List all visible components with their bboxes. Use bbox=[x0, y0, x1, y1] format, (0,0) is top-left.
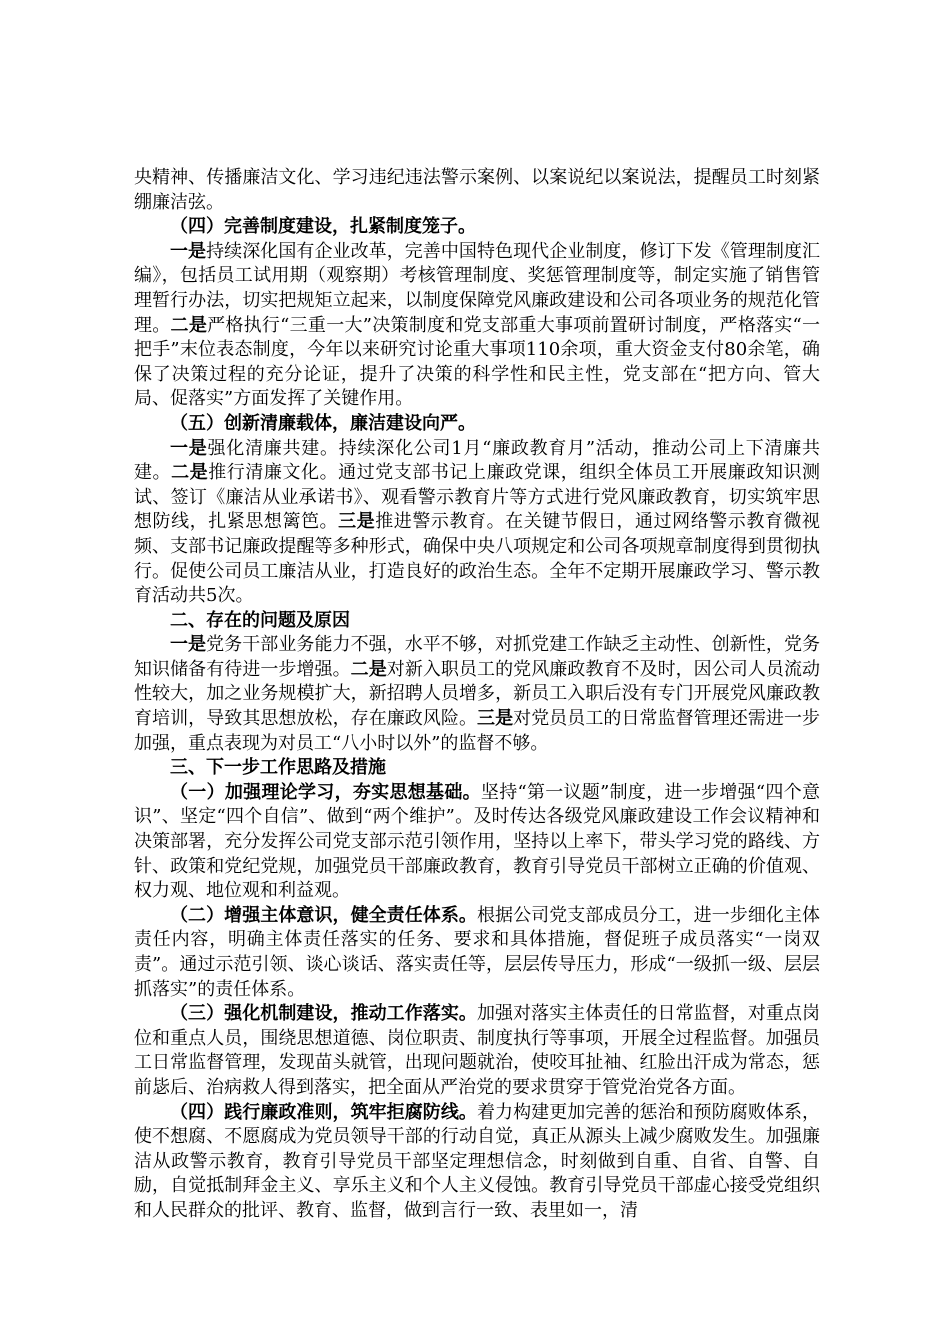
bold-run: 二是 bbox=[350, 658, 387, 680]
body-paragraph bbox=[134, 781, 820, 904]
bold-run: 一是 bbox=[170, 240, 207, 262]
text-run: 对党员员工的日常监督管理还需进一步加强，重点表现为对员工“八小时以外”的监督不够。 bbox=[134, 708, 821, 754]
bold-run: （三）强化机制建设，推动工作落实。 bbox=[170, 1003, 477, 1025]
body-paragraph bbox=[134, 240, 820, 412]
body-paragraph bbox=[134, 633, 820, 756]
bold-run: 三、下一步工作思路及措施 bbox=[170, 757, 386, 779]
text-run: 严格执行“三重一大”决策制度和党支部重大事项前置研讨制度，严格落实“一把手”末位表态制度，今年以来研究讨论重大事项110余项，重大资金支付80余笔，确保了决策过程的充分论证，提升了决策的科学性和民主性，党支部在“把方向、管大局、促落实”方面发挥了关键作用。 bbox=[134, 314, 820, 410]
bold-run: （一）加强理论学习，夯实思想基础。 bbox=[170, 781, 481, 803]
section-heading bbox=[134, 609, 820, 634]
text-run: 着力构建更加完善的惩治和预防腐败体系，使不想腐、不愿腐成为党员领导干部的行动自觉，真正从源头上减少腐败发生。加强廉洁从政警示教育，教育引导党员干部坚定理想信念，时刻做到自重、自省、自警、自励，自觉抵制拜金主义、享乐主义和个人主义侵蚀。教育引导党员干部虚心接受党组织和人民群众的批评、教育、监督，做到言行一致、表里如一，清 bbox=[134, 1101, 821, 1221]
bold-run: （四）完善制度建设，扎紧制度笼子。 bbox=[170, 216, 476, 238]
text-run: 央精神、传播廉洁文化、学习违纪违法警示案例、以案说纪以案说法，提醒员工时刻紧绷廉洁弦。 bbox=[134, 167, 820, 213]
bold-run: 二是 bbox=[170, 314, 208, 336]
text-run: 推进警示教育。在关键节假日，通过网络警示教育微视频、支部书记廉政提醒等多种形式，确保中央八项规定和公司各项规章制度得到贯彻执行。促使公司员工廉洁从业，打造良好的政治生态。全年不定期开展廉政学习、警示教育活动共5次。 bbox=[134, 511, 821, 607]
text-run: 对新入职员工的党风廉政教育不及时，因公司人员流动性较大，加之业务规模扩大，新招聘人员增多，新员工入职后没有专门开展党风廉政教育培训，导致其思想放松，存在廉政风险。 bbox=[134, 658, 821, 730]
bold-run: （二）增强主体意识，健全责任体系。 bbox=[170, 904, 477, 926]
bold-run: 三是 bbox=[477, 708, 514, 730]
text-run: 持续深化国有企业改革，完善中国特色现代企业制度，修订下发《管理制度汇编》，包括员工试用期（观察期）考核管理制度、奖惩管理制度等，制定实施了销售管理暂行办法，切实把规矩立起来，以制度保障党风廉政建设和公司各项业务的规范化管理。 bbox=[134, 240, 821, 336]
text-run: 加强对落实主体责任的日常监督，对重点岗位和重点人员，围绕思想道德、岗位职责、制度执行等事项，开展全过程监督。加强员工日常监督管理，发现苗头就管，出现问题就治，使咬耳扯袖、红脸出汗成为常态，惩前毖后、治病救人得到落实，把全面从严治党的要求贯穿于管党治党各方面。 bbox=[134, 1003, 821, 1098]
section-heading bbox=[134, 412, 820, 437]
bold-run: （五）创新清廉载体，廉洁建设向严。 bbox=[170, 412, 476, 434]
bold-run: 二是 bbox=[171, 462, 209, 484]
bold-run: 二、存在的问题及原因 bbox=[170, 609, 350, 631]
bold-run: 三是 bbox=[338, 511, 376, 533]
text-run: 坚持“第一议题”制度，进一步增强“四个意识”、坚定“四个自信”、做到“两个维护”。及时传达各级党风廉政建设工作会议精神和决策部署，充分发挥公司党支部示范引领作用，坚持以上率下，带头学习党的路线、方针、政策和党纪党规，加强党员干部廉政教育，教育引导党员干部树立正确的价值观、权力观、地位观和利益观。 bbox=[134, 781, 820, 902]
body-paragraph bbox=[134, 904, 820, 1002]
bold-run: （四）践行廉政准则，筑牢拒腐防线。 bbox=[170, 1101, 477, 1123]
text-run: 强化清廉共建。持续深化公司1月“廉政教育月”活动，推动公司上下清廉共建。 bbox=[134, 437, 821, 484]
section-heading bbox=[134, 215, 820, 240]
body-paragraph bbox=[134, 1101, 820, 1224]
body-paragraph bbox=[134, 437, 820, 609]
body-paragraph bbox=[134, 1002, 820, 1100]
bold-run: 一是 bbox=[170, 634, 207, 656]
text-run: 根据公司党支部成员分工，进一步细化主体责任内容，明确主体责任落实的任务、要求和具体措施，督促班子成员落实“一岗双责”。通过示范引领、谈心谈话、落实责任等，层层传导压力，形成“一级抓一级、层层抓落实”的责任体系。 bbox=[134, 904, 821, 1000]
document-page bbox=[134, 166, 820, 1224]
body-paragraph bbox=[134, 166, 820, 215]
text-run: 党务干部业务能力不强，水平不够，对抓党建工作缺乏主动性、创新性，党务知识储备有待进一步增强。 bbox=[134, 634, 821, 680]
bold-run: 一是 bbox=[170, 437, 208, 459]
text-run: 推行清廉文化。通过党支部书记上廉政党课，组织全体员工开展廉政知识测试、签订《廉洁从业承诺书》、观看警示教育片等方式进行党风廉政教育，切实筑牢思想防线，扎紧思想篱笆。 bbox=[134, 462, 821, 533]
section-heading bbox=[134, 756, 820, 781]
